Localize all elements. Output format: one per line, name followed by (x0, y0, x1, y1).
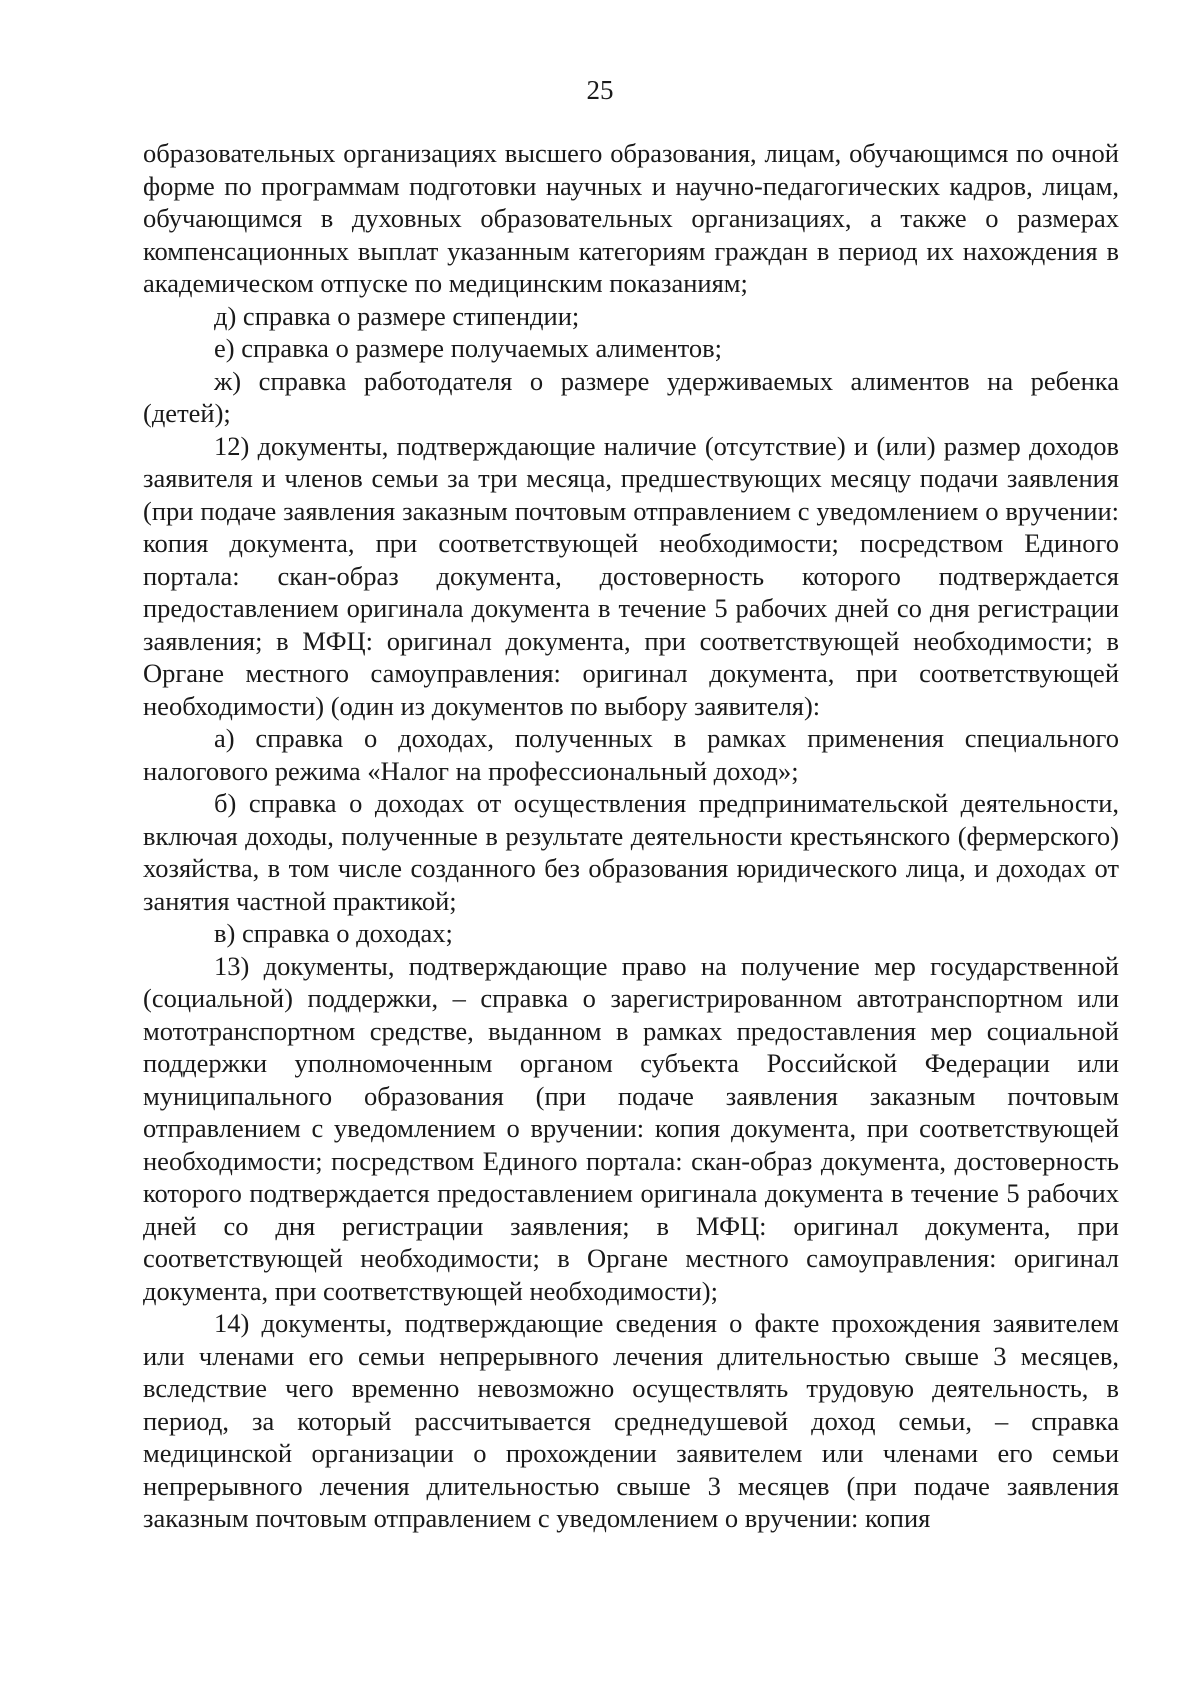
paragraph-item-b: б) справка о доходах от осуществления предпринимательской деятельности, включая доходы, полученные в результате деятельности крестьянского (фермерского) хозяйства, в том числе созданного без образования юридического лица, и доходах от занятия частной практикой; (143, 788, 1119, 916)
paragraph-item-a: а) справка о доходах, полученных в рамках применения специального налогового режима «Налог на профессиональный доход»; (143, 723, 1119, 786)
document-body (143, 137, 1119, 1535)
paragraph-item-13: 13) документы, подтверждающие право на получение мер государственной (социальной) поддержки, – справка о зарегистрированном автотранспортном или мототранспортном средстве, выданном в рамках предоставления мер социальной поддержки уполномоченным органом субъекта Российской Федерации или муниципального образования (при подаче заявления заказным почтовым отправлением с уведомлением о вручении: копия документа, при соответствующей необходимости; посредством Единого портала: скан-образ документа, достоверность которого подтверждается предоставлением оригинала документа в течение 5 рабочих дней со дня регистрации заявления; в МФЦ: оригинал документа, при соответствующей необходимости; в Органе местного самоуправления: оригинал документа, при соответствующей необходимости); (143, 950, 1119, 1306)
page-number: 25 (586, 75, 614, 105)
paragraph-item-zh: ж) справка работодателя о размере удерживаемых алиментов на ребенка (детей); (143, 365, 1119, 428)
paragraph-item-12: 12) документы, подтверждающие наличие (отсутствие) и (или) размер доходов заявителя и членов семьи за три месяца, предшествующих месяцу подачи заявления (при подаче заявления заказным почтовым отправлением с уведомлением о вручении: копия документа, при соответствующей необходимости; посредством Единого портала: скан-образ документа, достоверность которого подтверждается предоставлением оригинала документа в течение 5 рабочих дней со дня регистрации заявления; в МФЦ: оригинал документа, при соответствующей необходимости; в Органе местного самоуправления: оригинал документа, при соответствующей необходимости) (один из документов по выбору заявителя): (143, 430, 1119, 721)
paragraph-item-v: в) справка о доходах; (214, 918, 453, 948)
paragraph-item-14: 14) документы, подтверждающие сведения о факте прохождения заявителем или членами его семьи непрерывного лечения длительностью свыше 3 месяцев, вследствие чего временно невозможно осуществлять трудовую деятельность, в период, за который рассчитывается среднедушевой доход семьи, – справка медицинской организации о прохождении заявителем или членами его семьи непрерывного лечения длительностью свыше 3 месяцев (при подаче заявления заказным почтовым отправлением с уведомлением о вручении: копия (143, 1308, 1119, 1533)
paragraph-continuation: образовательных организациях высшего образования, лицам, обучающимся по очной форме по программам подготовки научных и научно-педагогических кадров, лицам, обучающимся в духовных образовательных организациях, а также о размерах компенсационных выплат указанным категориям граждан в период их нахождения в академическом отпуске по медицинским показаниям; (143, 138, 1119, 298)
paragraph-item-d: д) справка о размере стипендии; (214, 300, 580, 331)
paragraph-item-e: е) справка о размере получаемых алиментов; (214, 333, 723, 363)
